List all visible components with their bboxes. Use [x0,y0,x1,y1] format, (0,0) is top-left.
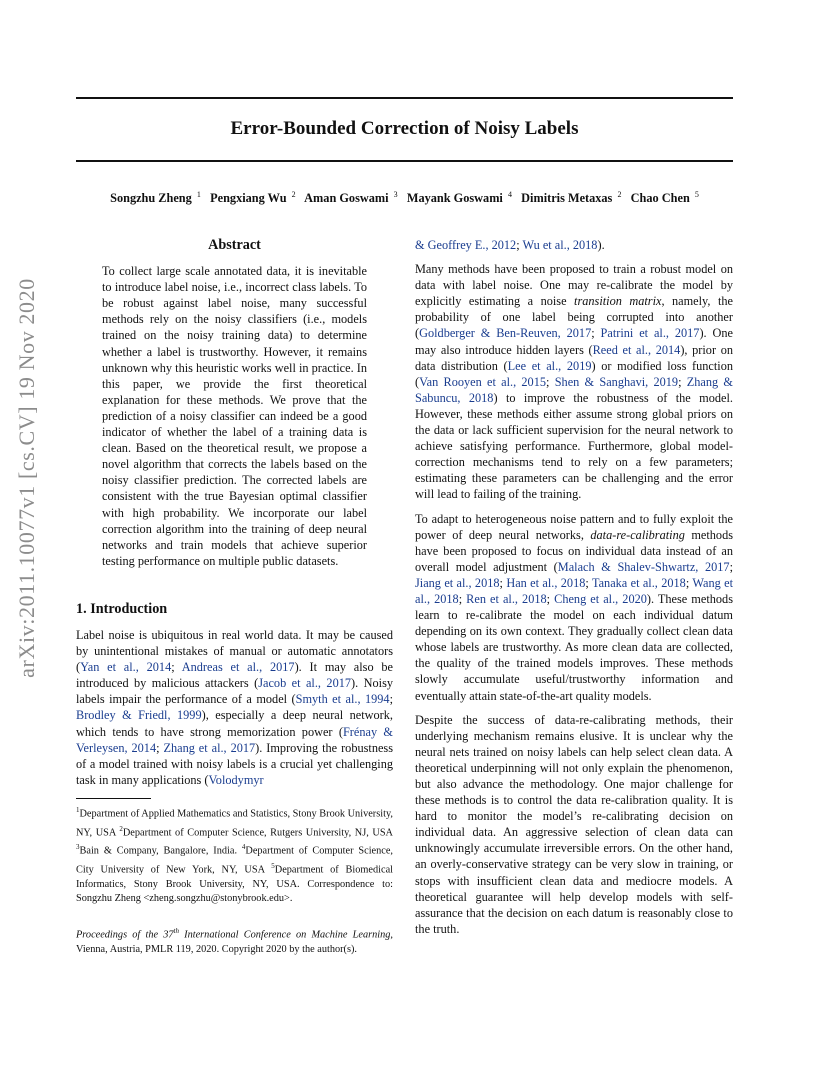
text-run: ; [458,591,467,606]
author-affiliation-mark: 1 [194,190,201,199]
author-name: Chao Chen [630,191,690,206]
author-affiliation-mark: 2 [289,190,296,199]
author-name: Dimitris Metaxas [521,191,613,206]
paper-title: Error-Bounded Correction of Noisy Labels [230,118,579,139]
footnote-affiliation: Department of Applied Mathematics and Statistics, Stony Brook University, NY, USA [76,808,393,839]
author-name: Aman Goswami [304,191,389,206]
citation-link[interactable]: Van Rooyen et al., 2015 [419,374,547,389]
author-name: Pengxiang Wu [210,191,287,206]
footnote-number: 2 [119,824,123,833]
citation-link[interactable]: Frénay & Verleysen, 2014 [76,724,393,755]
text-run: ). It may also be introduced by malicious attackers ( [76,660,393,691]
citation-link[interactable]: Cheng et al., 2020 [554,591,647,606]
right-column [415,237,733,937]
citation-link[interactable]: Zhang & Sabuncu, 2018 [415,374,734,405]
footnote-divider [76,798,151,799]
abstract-heading: Abstract [208,237,261,253]
text-run: ) or modified loss function ( [415,358,733,389]
text-run: ). [597,238,605,252]
author-list [76,190,733,206]
text-run: ; [729,559,734,574]
text-run: ). Improving the robustness of a model trained with noisy labels is a crucial yet challenging task in many applications ( [76,740,393,787]
footnote-affiliation: Department of Computer Science, Rutgers University, NJ, USA [122,827,393,839]
citation-link[interactable]: Ren et al., 2018 [466,591,547,606]
text-run: ). These methods learn to re-calibrate the model on each individual datum depending on its own context. They gradually collect clean data whose labels are trustworthy. As more clean data are collected, the quality of the trained models improves. These methods slowly accumulate useful/trustworthy information and eventually attain state-of-the-art quality models. [415,591,733,703]
footnote-affiliation: Department of Biomedical Informatics, Stony Brook University, NY, USA. Correspondence to: Songzhu Zheng <zheng.songzhu@stonybrook.edu>. [76,864,393,905]
footnote-number: 1 [76,805,80,814]
citation-link[interactable]: Jacob et al., 2017 [258,676,352,691]
text-run: ; [389,692,393,707]
citation-link[interactable]: Han et al., 2018 [506,575,586,590]
citation-link[interactable]: Shen & Sanghavi, 2019 [554,374,679,389]
citation-link[interactable]: Smyth et al., 1994 [295,692,390,707]
footnote-number: 3 [76,843,80,852]
text-run: ; [156,740,164,755]
footnote-number: 5 [271,862,275,871]
intro-paragraph-3 [415,511,733,704]
citation-link[interactable]: Zhang et al., 2017 [163,740,256,755]
citation-link[interactable]: Goldberger & Ben-Reuven, 2017 [419,326,592,341]
citation-link[interactable]: Yan et al., 2014 [80,660,172,675]
citation-link[interactable]: & Geoffrey E., 2012 [415,238,517,252]
affiliations-footnote [76,803,393,906]
text-run: ; [516,238,523,252]
title-rule-top [76,97,733,99]
text-run: , namely, the probability of one label being corrupted into another ( [415,294,733,341]
text-run: ). One may also introduce hidden layers ( [415,326,733,357]
text-run: ; [585,575,592,590]
text-run: ; [546,591,555,606]
text-run: ; [678,374,687,389]
footnote-number: 4 [241,843,246,852]
citation-link[interactable]: Reed et al., 2014 [592,342,681,357]
footnote-affiliation: Bain & Company, Bangalore, India. [79,845,242,857]
citation-link[interactable]: Brodley & Friedl, 1999 [76,708,202,723]
intro-paragraph-2 [415,261,733,502]
text-run: ), especially a deep neural network, which tends to have strong memorization power ( [76,708,394,739]
citation-link[interactable]: Wang et al., 2018 [415,575,733,606]
citation-link[interactable]: Andreas et al., 2017 [181,660,295,675]
author-name: Mayank Goswami [406,191,503,206]
text-run: ; [591,326,601,341]
proceedings-note: Proceedings of the 37th International Conference on Machine Learning, Vienna, Austria, PMLR 119, 2020. Copyright 2020 by the author(s). [76,927,393,956]
abstract-text: To collect large scale annotated data, it is inevitable to introduce label noise, i.e., incorrect class labels. To be robust against label noise, many successful methods rely on the noisy classifiers (i.e., models trained on the noisy training data) to determine whether a label is trustworthy. However, it remains unknown why this heuristic works well in practice. In this paper, we provide the first theoretical explanation for these methods. We prove that the prediction of a noisy classifier can indeed be a good indicator of whether the label of a training data is clean. Based on the theoretical result, we propose a novel algorithm that corrects the labels based on the noisy classifier prediction. The corrected labels are consistent with the true Bayesian optimal classifier with high probability. We incorporate our label correction algorithm into the training of deep neural networks and train models that achieve superior testing performance on multiple public datasets. [102,264,367,568]
text-run: ; [171,660,182,675]
section-heading-introduction: 1. Introduction [76,600,168,617]
citation-link[interactable]: Volodymyr [208,772,264,787]
citation-link[interactable]: Tanaka et al., 2018 [591,575,686,590]
text-run: ; [685,575,693,590]
citation-link[interactable]: Wu et al., 2018 [522,238,598,252]
author-affiliation-mark: 4 [505,190,512,199]
emphasis-text: data-re-calibrating [590,527,685,542]
citation-link[interactable]: Malach & Shalev-Shwartz, 2017 [557,559,730,574]
text-run: ). Noisy labels impair the performance of a model ( [76,676,393,707]
footnote-affiliation: Department of Computer Science, City University of New York, NY, USA [76,845,393,876]
text-run: Many methods have been proposed to train a robust model on data with label noise. One may re-calibrate the model by explicitly estimating a noise [415,262,733,309]
text-run: Label noise is ubiquitous in real world data. It may be caused by unintentional mistakes of manual or automatic annotators ( [76,627,393,675]
author-affiliation-mark: 2 [615,190,622,199]
left-column [76,237,393,957]
text-run: ) to improve the robustness of the model. However, these methods either assume strong global priors on the data or lack sufficient supervision for the neural network to achieve satisfying performance. Furthermore, global model-correction mechanisms tend to rely on a few parameters; estimating these parameters can be challenging and the error will lead to failing of the training. [415,390,733,502]
author-affiliation-mark: 5 [692,190,699,199]
citation-link[interactable]: Patrini et al., 2017 [600,326,700,341]
arxiv-stamp[interactable]: arXiv:2011.10077v1 [cs.CV] 19 Nov 2020 [14,278,39,678]
intro-paragraph-1 [76,627,393,788]
title-rule-bottom [76,160,733,162]
emphasis-text: transition matrix [574,294,662,309]
intro-paragraph-1-continued [415,237,733,253]
text-run: To adapt to heterogeneous noise pattern and to fully exploit the power of deep neural networks, [415,511,733,542]
citation-link[interactable]: Jiang et al., 2018 [415,575,500,590]
text-run: methods have been proposed to focus on individual data instead of an overall model adjustment ( [415,527,734,574]
text-run: ), prior on data distribution ( [415,342,733,373]
author-affiliation-mark: 3 [391,190,398,199]
citation-link[interactable]: Lee et al., 2019 [507,358,592,373]
author-name: Songzhu Zheng [110,191,192,206]
text-run: ; [546,374,555,389]
text-run: ; [499,575,507,590]
intro-paragraph-4: Despite the success of data-re-calibrating methods, their underlying mechanism remains elusive. It is unclear why the neural nets trained on noisy labels can help select clean data. A theoretical underpinning will not only explain the phenomenon, but also advance the methodology. One major challenge for these methods is to control the data re-calibration quality. It is hard to monitor the model’s re-calibrating decision on individual data. An aggressive selection of clean data can unknowingly accumulate irreversible errors. On the other hand, an overly-conservative strategy can be very slow in training, or stops with insufficient clean data and mediocre models. A theoretical guarantee will help develop models with self-assurance that the decision on each datum is reasonably close to the truth. [415,712,733,936]
